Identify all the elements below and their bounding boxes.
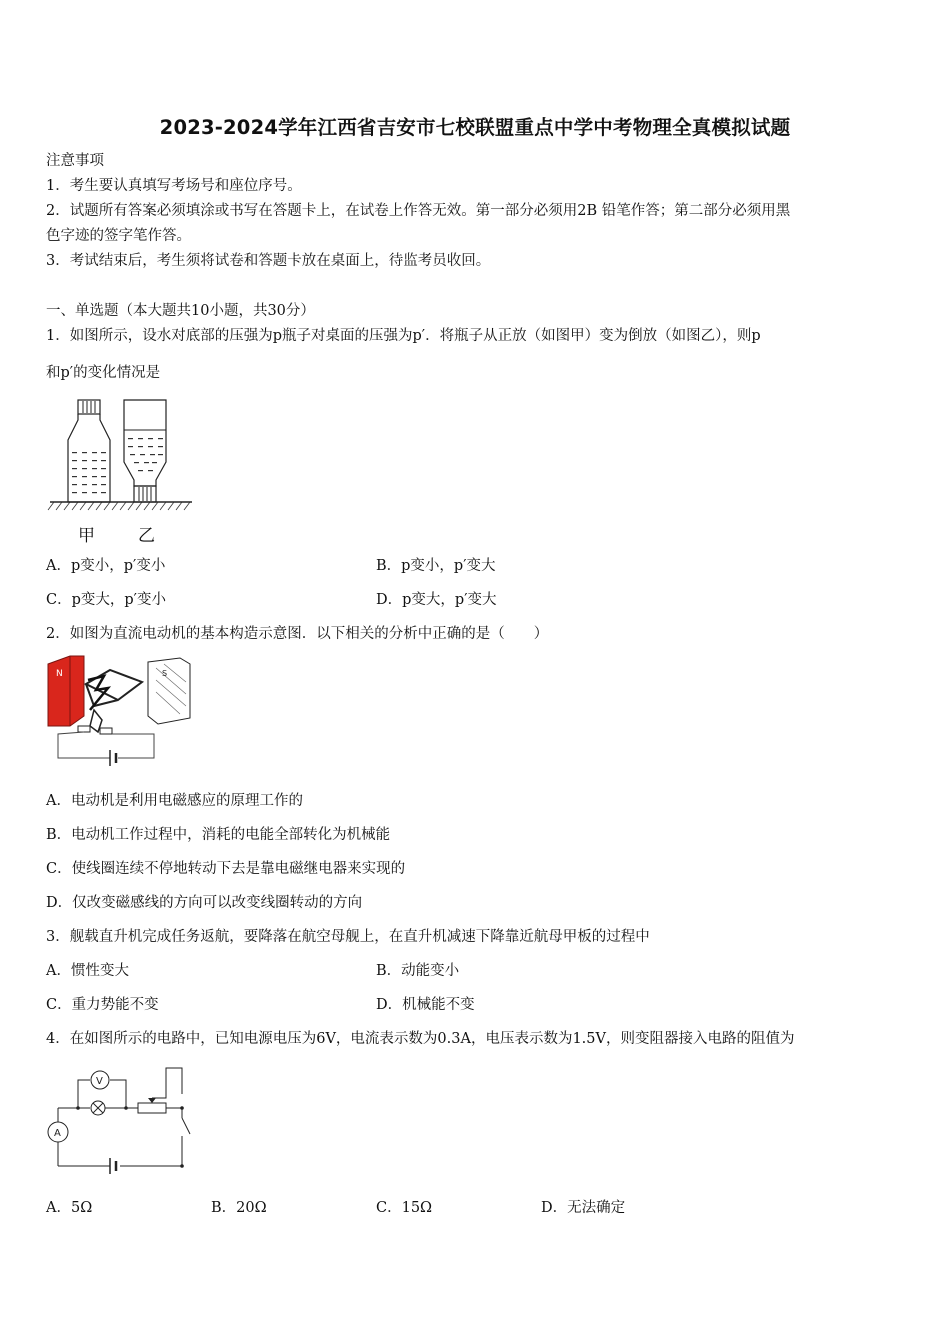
n-pole-label: N xyxy=(56,669,63,679)
voltmeter-label: V xyxy=(96,1076,103,1087)
q2-option-a[interactable]: A．电动机是利用电磁感应的原理工作的 xyxy=(46,793,303,809)
q4-option-a[interactable]: A．5Ω xyxy=(46,1200,93,1216)
q2-option-d[interactable]: D．仅改变磁感线的方向可以改变线圈转动的方向 xyxy=(46,895,363,911)
notice-item-3: 3．考试结束后，考生须将试卷和答题卡放在桌面上，待监考员收回。 xyxy=(46,253,491,269)
notice-item-2: 2．试题所有答案必须填涂或书写在答题卡上，在试卷上作答无效。第一部分必须用2B 铅笔作答；第二部分必须用黑 xyxy=(46,203,791,219)
q2-option-c[interactable]: C．使线圈连续不停地转动下去是靠电磁继电器来实现的 xyxy=(46,861,406,877)
q1-option-c[interactable]: C．p变大，p′变小 xyxy=(46,592,166,608)
section-heading: 一、单选题（本大题共10小题，共30分） xyxy=(46,303,315,319)
ammeter-label: A xyxy=(54,1128,61,1139)
q4-option-b[interactable]: B．20Ω xyxy=(211,1200,267,1216)
q1-stem-cont: 和p′的变化情况是 xyxy=(46,365,161,381)
q1-option-d[interactable]: D．p变大，p′变大 xyxy=(376,592,497,608)
upright-bottle xyxy=(68,400,110,502)
q2-stem: 2．如图为直流电动机的基本构造示意图．以下相关的分析中正确的是（ ） xyxy=(46,626,549,642)
notice-item-1: 1．考生要认真填写考场号和座位序号。 xyxy=(46,178,302,194)
q1-option-a[interactable]: A．p变小，p′变小 xyxy=(46,558,166,574)
figure-label-yi: 乙 xyxy=(138,526,155,546)
figure-label-jia: 甲 xyxy=(78,526,95,546)
q1-option-b[interactable]: B．p变小，p′变大 xyxy=(376,558,496,574)
bottle-figure xyxy=(46,396,196,516)
q1-stem: 1．如图所示，设水对底部的压强为p瓶子对桌面的压强为p′．将瓶子从正放（如图甲）变为倒放（如图乙），则p xyxy=(46,328,761,344)
q4-option-d[interactable]: D．无法确定 xyxy=(541,1200,626,1216)
s-pole-label: S xyxy=(162,669,168,678)
q3-option-b[interactable]: B．动能变小 xyxy=(376,963,460,979)
notice-heading: 注意事项 xyxy=(46,153,104,169)
q4-stem: 4．在如图所示的电路中，已知电源电压为6V，电流表示数为0.3A，电压表示数为1.5V，则变阻器接入电路的阻值为 xyxy=(46,1031,795,1047)
motor-figure xyxy=(44,654,194,772)
q3-option-d[interactable]: D．机械能不变 xyxy=(376,997,475,1013)
page-title: 2023-2024学年江西省吉安市七校联盟重点中学中考物理全真模拟试题 xyxy=(159,116,791,139)
q4-option-c[interactable]: C．15Ω xyxy=(376,1200,433,1216)
notice-item-2-cont: 色字迹的签字笔作答。 xyxy=(46,228,191,244)
inverted-bottle xyxy=(124,400,166,502)
q3-stem: 3．舰载直升机完成任务返航，要降落在航空母舰上，在直升机减速下降靠近航母甲板的过程中 xyxy=(46,929,650,945)
q3-option-c[interactable]: C．重力势能不变 xyxy=(46,997,159,1013)
q3-option-a[interactable]: A．惯性变大 xyxy=(46,963,129,979)
q2-option-b[interactable]: B．电动机工作过程中，消耗的电能全部转化为机械能 xyxy=(46,827,391,843)
circuit-figure xyxy=(44,1062,204,1174)
